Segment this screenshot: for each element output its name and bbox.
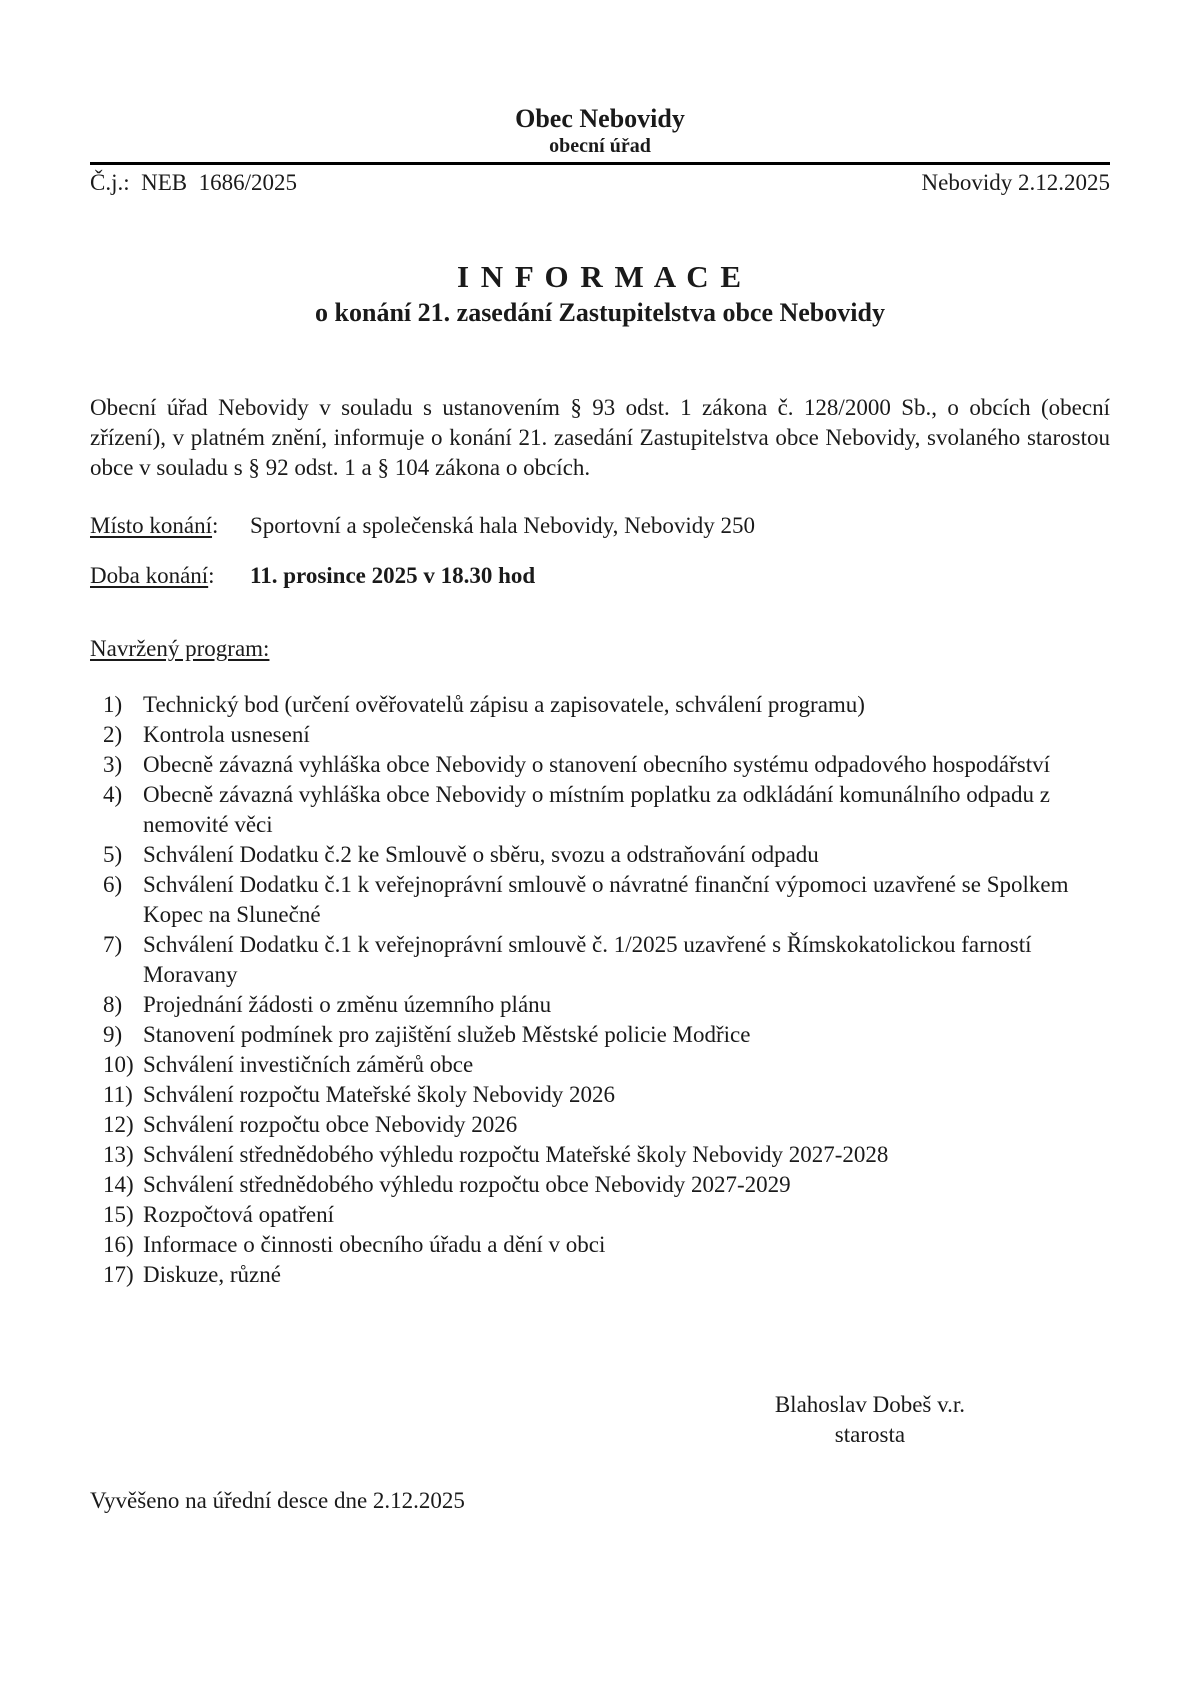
list-item bbox=[90, 1080, 1110, 1110]
item-text: Kontrola usnesení bbox=[143, 722, 310, 747]
document-header bbox=[90, 104, 1110, 158]
intro-paragraph: Obecní úřad Nebovidy v souladu s ustanovením § 93 odst. 1 zákona č. 128/2000 Sb., o obcích (obecní zřízení), v platném znění, informuje o konání 21. zasedání Zastupitelstva obce Nebovidy, svolaného starostou obce v souladu s § 92 odst. 1 a § 104 zákona o obcích. bbox=[90, 395, 1110, 480]
list-item bbox=[90, 870, 1110, 930]
item-text: Stanovení podmínek pro zajištění služeb Městské policie Modřice bbox=[143, 1022, 751, 1047]
document-title: I N F O R M A C E bbox=[456, 259, 744, 294]
time-label-text: Doba konání bbox=[90, 563, 209, 588]
time-label-colon: : bbox=[208, 563, 215, 588]
item-number: 16) bbox=[103, 1232, 134, 1257]
list-item bbox=[90, 1050, 1110, 1080]
org-name: Obec Nebovidy bbox=[515, 104, 685, 133]
list-item bbox=[90, 1020, 1110, 1050]
item-number: 5) bbox=[103, 842, 123, 867]
item-text: Schválení střednědobého výhledu rozpočtu obce Nebovidy 2027-2029 bbox=[143, 1172, 791, 1197]
item-number: 11) bbox=[103, 1082, 133, 1107]
list-item bbox=[90, 780, 1110, 840]
posted-note: Vyvěšeno na úřední desce dne 2.12.2025 bbox=[90, 1488, 465, 1513]
item-number: 4) bbox=[103, 782, 123, 807]
list-item bbox=[90, 1170, 1110, 1200]
list-item bbox=[90, 750, 1110, 780]
item-text: Obecně závazná vyhláška obce Nebovidy o stanovení obecního systému odpadového hospodářství bbox=[143, 752, 1050, 777]
reference-number: Č.j.: NEB 1686/2025 bbox=[90, 170, 298, 195]
list-item bbox=[90, 1200, 1110, 1230]
list-item bbox=[90, 990, 1110, 1020]
item-text: Schválení střednědobého výhledu rozpočtu Mateřské školy Nebovidy 2027-2028 bbox=[143, 1142, 889, 1167]
item-number: 14) bbox=[103, 1172, 134, 1197]
item-number: 13) bbox=[103, 1142, 134, 1167]
item-text: Projednání žádosti o změnu územního plánu bbox=[143, 992, 552, 1017]
program-heading bbox=[90, 634, 1110, 664]
item-text: Schválení Dodatku č.1 k veřejnoprávní smlouvě o návratné finanční výpomoci uzavřené se Spolkem Kopec na Slunečné bbox=[143, 872, 1069, 927]
time-value: 11. prosince 2025 v 18.30 hod bbox=[250, 563, 536, 588]
venue-value: Sportovní a společenská hala Nebovidy, Nebovidy 250 bbox=[250, 513, 756, 538]
item-number: 7) bbox=[103, 932, 123, 957]
org-subtitle: obecní úřad bbox=[549, 135, 651, 157]
item-text: Rozpočtová opatření bbox=[143, 1202, 334, 1227]
program-list bbox=[90, 690, 1110, 1290]
signatory-name: Blahoslav Dobeš v.r. bbox=[774, 1392, 965, 1417]
place-and-date: Nebovidy 2.12.2025 bbox=[921, 170, 1110, 195]
item-number: 10) bbox=[103, 1052, 134, 1077]
item-number: 17) bbox=[103, 1262, 134, 1287]
reference-row bbox=[90, 169, 1110, 197]
list-item bbox=[90, 1260, 1110, 1290]
list-item bbox=[90, 840, 1110, 870]
item-text: Schválení investičních záměrů obce bbox=[143, 1052, 474, 1077]
venue-label-colon: : bbox=[212, 513, 219, 538]
item-text: Schválení Dodatku č.2 ke Smlouvě o sběru, svozu a odstraňování odpadu bbox=[143, 842, 819, 867]
item-text: Informace o činnosti obecního úřadu a dění v obci bbox=[143, 1232, 606, 1257]
item-number: 15) bbox=[103, 1202, 134, 1227]
venue-label bbox=[90, 511, 250, 541]
item-text: Technický bod (určení ověřovatelů zápisu a zapisovatele, schválení programu) bbox=[143, 692, 865, 717]
list-item bbox=[90, 720, 1110, 750]
list-item bbox=[90, 690, 1110, 720]
item-number: 8) bbox=[103, 992, 123, 1017]
list-item bbox=[90, 1140, 1110, 1170]
list-item bbox=[90, 1230, 1110, 1260]
list-item bbox=[90, 1110, 1110, 1140]
signature-block bbox=[775, 1390, 965, 1450]
item-number: 9) bbox=[103, 1022, 123, 1047]
list-item bbox=[90, 930, 1110, 990]
item-text: Schválení rozpočtu Mateřské školy Nebovidy 2026 bbox=[143, 1082, 616, 1107]
program-heading-text: Navržený program: bbox=[90, 636, 270, 661]
item-text: Obecně závazná vyhláška obce Nebovidy o místním poplatku za odkládání komunálního odpadu z nemovité věci bbox=[143, 782, 1050, 837]
venue-label-text: Místo konání bbox=[90, 513, 213, 538]
header-divider bbox=[90, 162, 1110, 165]
signatory-role: starosta bbox=[834, 1422, 906, 1447]
time-row bbox=[90, 561, 1110, 591]
venue-row bbox=[90, 511, 1110, 541]
time-label bbox=[90, 561, 250, 591]
item-text: Schválení rozpočtu obce Nebovidy 2026 bbox=[143, 1112, 518, 1137]
item-number: 6) bbox=[103, 872, 123, 897]
item-number: 3) bbox=[103, 752, 123, 777]
document-subtitle: o konání 21. zasedání Zastupitelstva obce Nebovidy bbox=[315, 298, 885, 327]
item-text: Diskuze, různé bbox=[143, 1262, 281, 1287]
item-number: 12) bbox=[103, 1112, 134, 1137]
item-number: 1) bbox=[103, 692, 123, 717]
item-number: 2) bbox=[103, 722, 123, 747]
item-text: Schválení Dodatku č.1 k veřejnoprávní smlouvě č. 1/2025 uzavřené s Římskokatolickou farností Moravany bbox=[143, 932, 1032, 987]
